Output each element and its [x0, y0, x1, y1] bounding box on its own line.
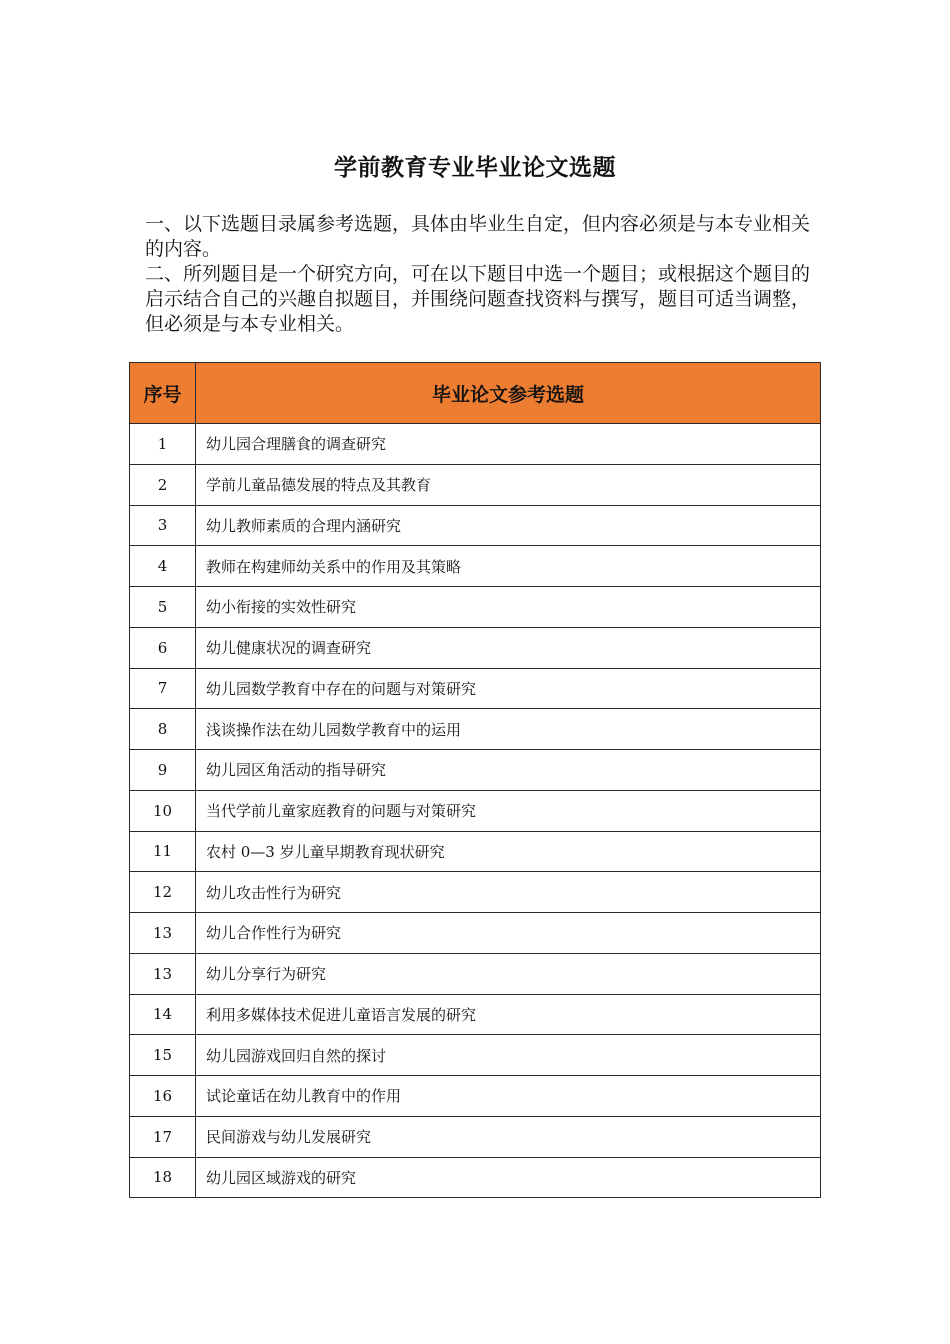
row-topic: 幼儿园游戏回归自然的探讨 — [196, 1035, 821, 1076]
row-number: 1 — [130, 424, 196, 465]
row-number: 3 — [130, 505, 196, 546]
row-topic: 农村 0—3 岁儿童早期教育现状研究 — [196, 831, 821, 872]
table-row — [130, 1157, 821, 1198]
table-row — [130, 1116, 821, 1157]
row-number: 17 — [130, 1116, 196, 1157]
row-topic: 浅谈操作法在幼儿园数学教育中的运用 — [196, 709, 821, 750]
row-topic: 当代学前儿童家庭教育的问题与对策研究 — [196, 790, 821, 831]
table-row — [130, 505, 821, 546]
row-number: 9 — [130, 750, 196, 791]
table-row — [130, 953, 821, 994]
row-number: 7 — [130, 668, 196, 709]
row-topic: 幼儿教师素质的合理内涵研究 — [196, 505, 821, 546]
table-row — [130, 424, 821, 465]
intro-paragraph-1: 一、以下选题目录属参考选题，具体由毕业生自定，但内容必须是与本专业相关的内容。 — [145, 213, 811, 260]
row-number: 2 — [130, 464, 196, 505]
row-number: 12 — [130, 872, 196, 913]
table-row — [130, 587, 821, 628]
row-topic: 幼小衔接的实效性研究 — [196, 587, 821, 628]
header-topic: 毕业论文参考选题 — [196, 363, 821, 424]
row-number: 6 — [130, 627, 196, 668]
row-number: 11 — [130, 831, 196, 872]
table-row — [130, 994, 821, 1035]
intro-text — [145, 212, 815, 337]
row-number: 13 — [130, 953, 196, 994]
row-number: 5 — [130, 587, 196, 628]
table-row — [130, 872, 821, 913]
page-title: 学前教育专业毕业论文选题 — [334, 155, 616, 181]
row-topic: 试论童话在幼儿教育中的作用 — [196, 1076, 821, 1117]
table-row — [130, 913, 821, 954]
row-number: 18 — [130, 1157, 196, 1198]
topics-table — [129, 362, 821, 1198]
row-topic: 幼儿合作性行为研究 — [196, 913, 821, 954]
row-topic: 幼儿攻击性行为研究 — [196, 872, 821, 913]
table-body — [130, 424, 821, 1198]
row-topic: 幼儿园区域游戏的研究 — [196, 1157, 821, 1198]
row-number: 15 — [130, 1035, 196, 1076]
table-row — [130, 627, 821, 668]
table-row — [130, 750, 821, 791]
table-row — [130, 668, 821, 709]
row-topic: 幼儿园区角活动的指导研究 — [196, 750, 821, 791]
row-number: 4 — [130, 546, 196, 587]
table-row — [130, 709, 821, 750]
row-topic: 学前儿童品德发展的特点及其教育 — [196, 464, 821, 505]
row-topic: 民间游戏与幼儿发展研究 — [196, 1116, 821, 1157]
table-row — [130, 831, 821, 872]
row-topic: 幼儿园合理膳食的调查研究 — [196, 424, 821, 465]
row-topic: 幼儿分享行为研究 — [196, 953, 821, 994]
row-number: 10 — [130, 790, 196, 831]
table-row — [130, 464, 821, 505]
table-row — [130, 546, 821, 587]
header-number: 序号 — [130, 363, 196, 424]
row-topic: 利用多媒体技术促进儿童语言发展的研究 — [196, 994, 821, 1035]
table-row — [130, 1076, 821, 1117]
table-row — [130, 1035, 821, 1076]
row-number: 14 — [130, 994, 196, 1035]
intro-paragraph-2: 二、所列题目是一个研究方向，可在以下题目中选一个题目；或根据这个题目的启示结合自己的兴趣自拟题目，并围绕问题查找资料与撰写，题目可适当调整，但必须是与本专业相关。 — [145, 263, 811, 335]
row-number: 8 — [130, 709, 196, 750]
row-topic: 幼儿健康状况的调查研究 — [196, 627, 821, 668]
row-number: 13 — [130, 913, 196, 954]
table-header-row — [130, 363, 821, 424]
row-number: 16 — [130, 1076, 196, 1117]
row-topic: 幼儿园数学教育中存在的问题与对策研究 — [196, 668, 821, 709]
row-topic: 教师在构建师幼关系中的作用及其策略 — [196, 546, 821, 587]
table-row — [130, 790, 821, 831]
